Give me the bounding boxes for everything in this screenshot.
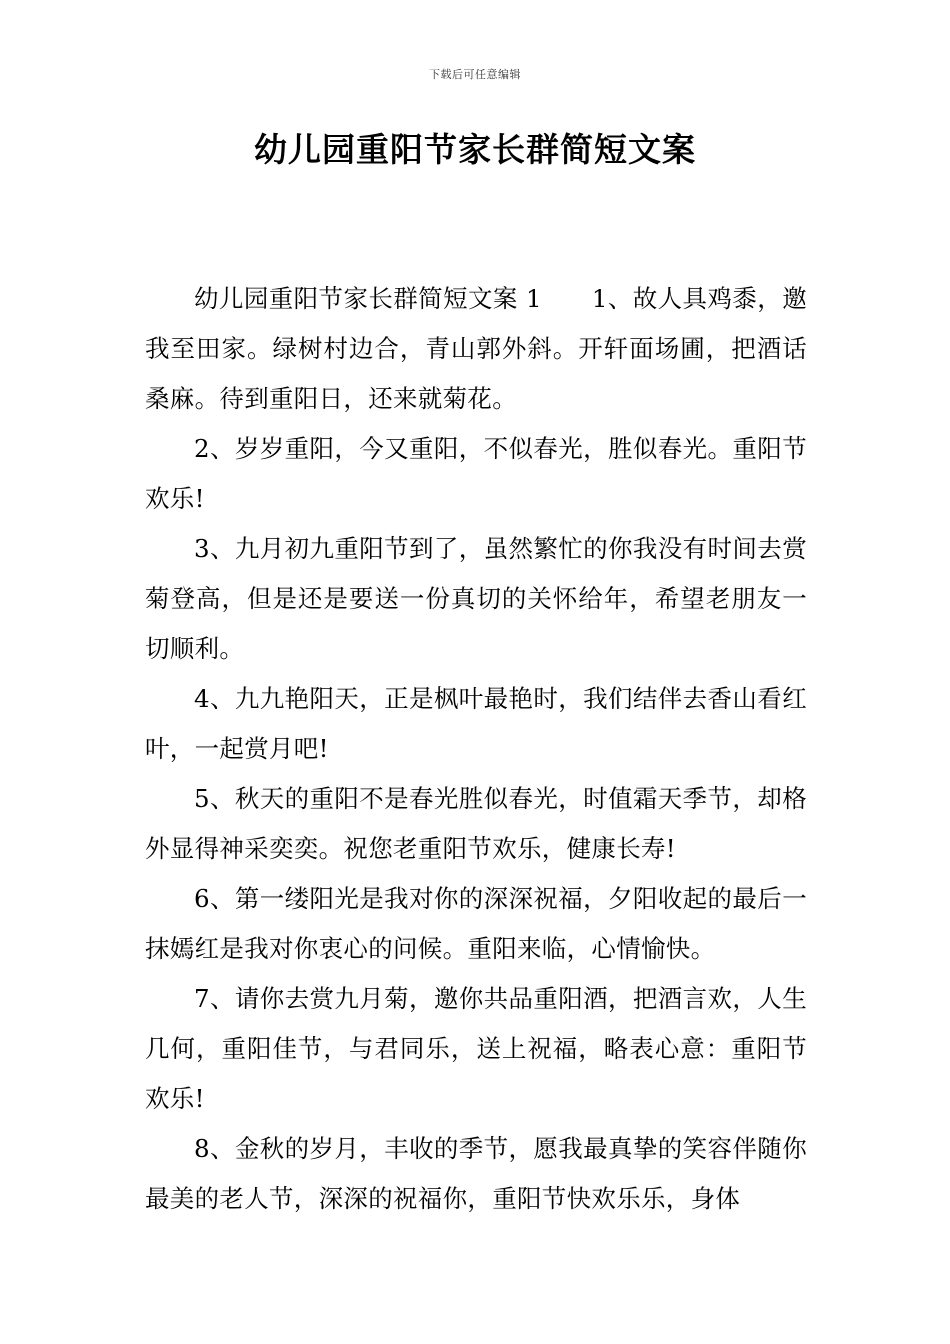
header-note: 下载后可任意编辑	[429, 68, 521, 81]
paragraph-2: 2、岁岁重阳，今又重阳，不似春光，胜似春光。重阳节欢乐!	[145, 434, 807, 513]
paragraph-8: 8、金秋的岁月，丰收的季节，愿我最真挚的笑容伴随你最美的老人节，深深的祝福你，重阳节快欢乐乐，身体	[145, 1134, 807, 1213]
paragraph-6: 6、第一缕阳光是我对你的深深祝福，夕阳收起的最后一抹嫣红是我对你衷心的问候。重阳来临，心情愉快。	[145, 884, 807, 963]
document-body	[145, 274, 807, 1224]
paragraph-7: 7、请你去赏九月菊，邀你共品重阳酒，把酒言欢，人生几何，重阳佳节，与君同乐，送上祝福，略表心意：重阳节欢乐!	[145, 984, 807, 1113]
document-title: 幼儿园重阳节家长群简短文案	[254, 130, 696, 169]
paragraph-5: 5、秋天的重阳不是春光胜似春光，时值霜天季节，却格外显得神采奕奕。祝您老重阳节欢乐，健康长寿!	[145, 784, 807, 863]
paragraph-1: 幼儿园重阳节家长群简短文案 1 1、故人具鸡黍，邀我至田家。绿树村边合，青山郭外斜。开轩面场圃，把酒话桑麻。待到重阳日，还来就菊花。	[145, 284, 807, 413]
paragraph-4: 4、九九艳阳天，正是枫叶最艳时，我们结伴去香山看红叶，一起赏月吧!	[145, 684, 807, 763]
paragraph-3: 3、九月初九重阳节到了，虽然繁忙的你我没有时间去赏菊登高，但是还是要送一份真切的关怀给年，希望老朋友一切顺利。	[145, 534, 807, 663]
